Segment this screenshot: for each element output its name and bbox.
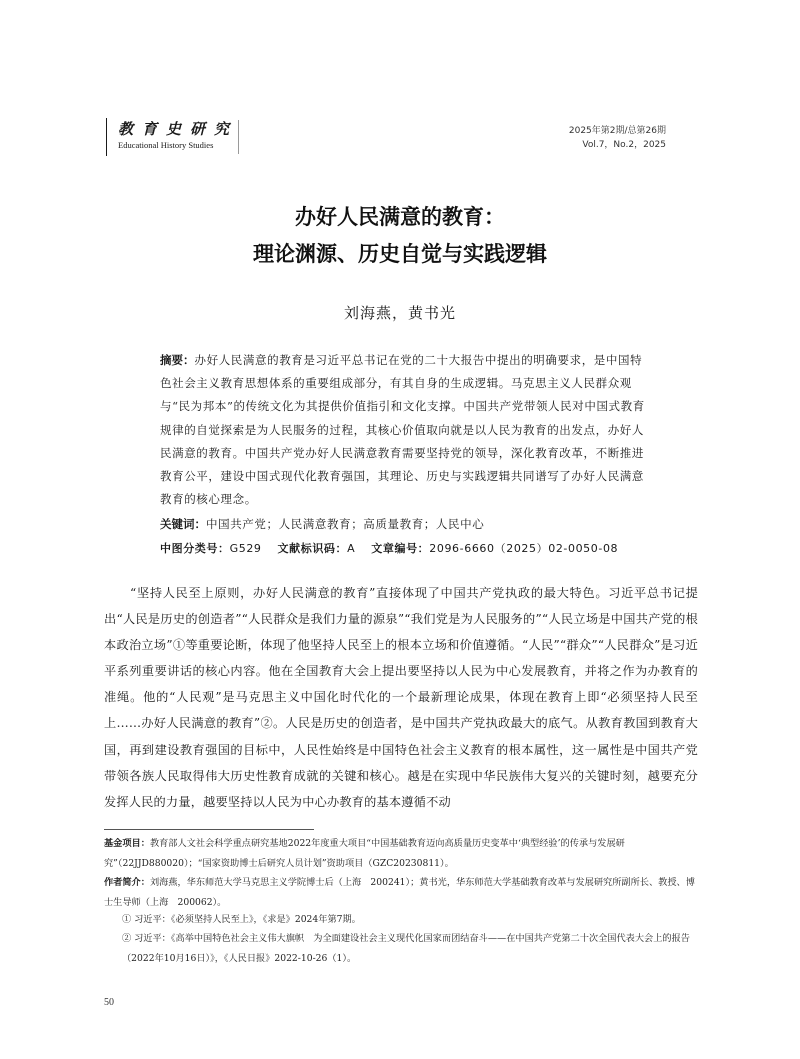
funding-text: 教育部人文社会科学重点研究基地2022年度重大项目“中国基础教育迈向高质量历史变革中‘典型经验’的传承与发展研究”（22JJD880020）；“国家资助博士后研究人员计划”资助项目（GZC20230811）。 [104, 838, 625, 869]
abstract [160, 349, 645, 511]
doc-code-value: A [347, 542, 356, 555]
footnote-2: ② 习近平：《高举中国特色社会主义伟大旗帜 为全面建设社会主义现代化国家而团结奋斗——在中国共产党第二十次全国代表大会上的报告（2022年10月16日）》，《人民日报》2022-10-26（1）。 [122, 933, 690, 964]
footnote-funding [104, 834, 699, 874]
header-divider-right [238, 120, 239, 154]
doc-code-label: 文献标识码： [277, 542, 348, 555]
keywords [160, 513, 645, 536]
clc-label: 中图分类号： [160, 542, 230, 555]
issue-info: 2025年第2期/总第26期 [568, 126, 666, 136]
journal-title-en: Educational History Studies [118, 140, 214, 150]
author-bio-text: 刘海燕，华东师范大学马克思主义学院博士后（上海 200241）；黄书光，华东师范大学基础教育改革与发展研究所副所长、教授、博士生导师（上海 200062）。 [104, 877, 695, 908]
footnote-divider [104, 829, 314, 830]
article-title-line1: 办好人民满意的教育： [295, 205, 505, 229]
article-number-label: 文章编号： [371, 542, 430, 555]
keywords-text: 中国共产党；人民满意教育；高质量教育；人民中心 [206, 517, 485, 531]
footnote-1: ① 习近平：《必须坚持人民至上》，《求是》2024年第7期。 [122, 914, 361, 925]
header-divider [106, 118, 107, 156]
journal-title-cn: 教育史研究 [118, 120, 239, 138]
abstract-label: 摘要： [160, 353, 195, 367]
body-paragraph: “坚持人民至上原则，办好人民满意的教育”直接体现了中国共产党执政的最大特色。习近平总书记提出“人民是历史的创造者”“人民群众是我们力量的源泉”“我们党是为人民服务的”“人民立场是中国共产党的根本政治立场”①等重要论断，体现了他坚持人民至上的根本立场和价值遵循。“人民”“群众”“人民群众”是习近平系列重要讲话的核心内容。他在全国教育大会上提出要坚持以人民为中心发展教育，并将之作为办教育的准绳。他的“人民观”是马克思主义中国化时代化的一个最新理论成果，体现在教育上即“必须坚持人民至上……办好人民满意的教育”②。人民是历史的创造者，是中国共产党执政最大的底气。从教育教国到教育大国，再到建设教育强国的目标中，人民性始终是中国特色社会主义教育的根本属性，这一属性是中国共产党带领各族人民取得伟大历史性教育成就的关键和核心。越是在实现中华民族伟大复兴的关键时刻，越要充分发挥人民的力量，越要坚持以人民为中心办教育的基本遵循不动 [104, 586, 698, 809]
page-number: 50 [104, 997, 114, 1008]
clc-value: G529 [229, 542, 262, 555]
volume-info: Vol.7，No.2，2025 [582, 140, 666, 150]
author-list: 刘海燕，黄书光 [343, 304, 456, 322]
article-title-line2: 理论渊源、历史自觉与实践逻辑 [253, 242, 547, 266]
abstract-text: 办好人民满意的教育是习近平总书记在党的二十大报告中提出的明确要求，是中国特色社会主义教育思想体系的重要组成部分，有其自身的生成逻辑。马克思主义人民群众观与“民为邦本”的传统文化为其提供价值指引和文化支撑。中国共产党带领人民对中国式教育规律的自觉探索是为人民服务的过程，其核心价值取向就是以人民为教育的出发点，办好人民满意的教育。中国共产党办好人民满意教育需要坚持党的领导，深化教育改革，不断推进教育公平，建设中国式现代化教育强国，其理论、历史与实践逻辑共同谱写了办好人民满意教育的核心理念。 [160, 353, 645, 507]
classification-line [160, 537, 645, 560]
author-bio-label: 作者简介： [104, 877, 150, 888]
funding-label: 基金项目： [104, 838, 150, 849]
keywords-label: 关键词： [160, 517, 206, 531]
article-number-value: 2096-6660（2025）02-0050-08 [429, 542, 619, 555]
footnote-author-bio [104, 873, 699, 913]
